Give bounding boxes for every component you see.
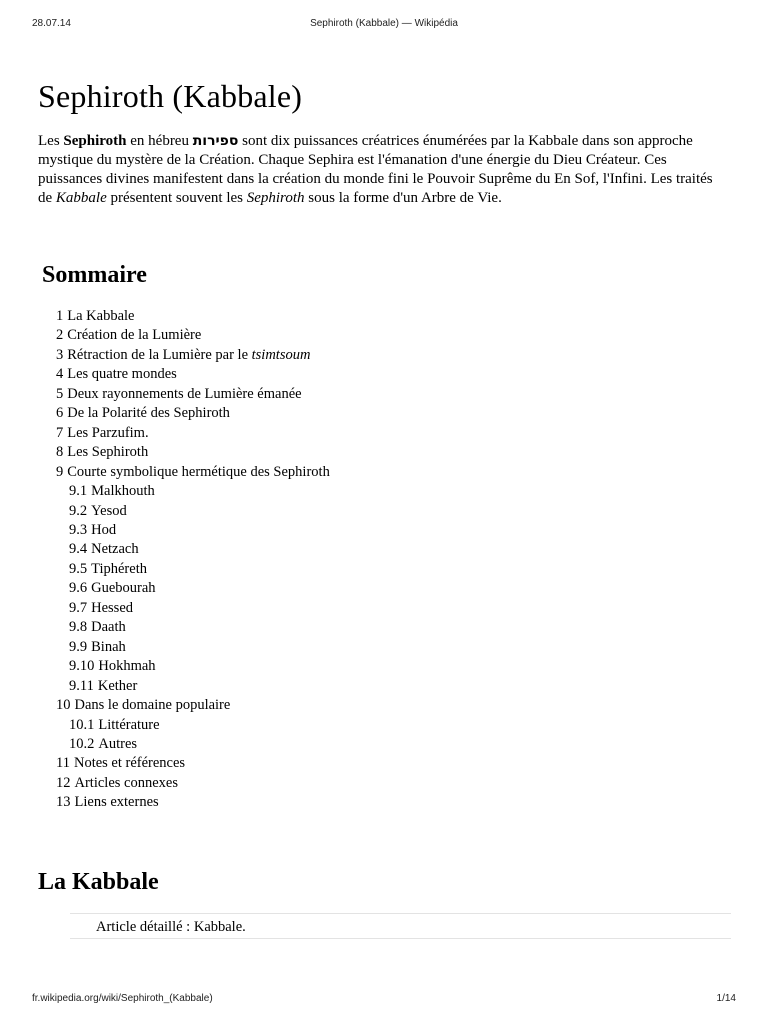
toc-number: 9 — [56, 463, 64, 480]
toc-item — [56, 307, 330, 326]
toc-label: Dans le domaine populaire — [74, 697, 231, 714]
intro-text: Les — [38, 133, 64, 149]
toc-number: 9.4 — [69, 541, 88, 558]
toc-number: 10.1 — [69, 716, 95, 733]
toc-link[interactable] — [56, 386, 302, 402]
toc-link[interactable] — [56, 405, 230, 421]
table-of-contents — [56, 307, 330, 813]
toc-link[interactable] — [56, 366, 177, 382]
toc-number: 9.2 — [69, 502, 88, 519]
toc-label: Hod — [91, 521, 117, 538]
intro-paragraph — [38, 132, 724, 208]
print-header — [32, 18, 736, 32]
toc-label: De la Polarité des Sephiroth — [67, 405, 230, 422]
toc-link[interactable] — [69, 600, 133, 616]
intro-term: Sephiroth — [63, 133, 127, 149]
toc-item — [56, 443, 330, 462]
toc-link[interactable] — [69, 639, 126, 655]
toc-link[interactable] — [69, 736, 137, 752]
toc-label: Malkhouth — [91, 483, 155, 500]
toc-link[interactable] — [56, 464, 330, 480]
toc-link[interactable] — [69, 561, 147, 577]
toc-label: Les quatre mondes — [67, 366, 177, 383]
toc-label: Guebourah — [91, 580, 156, 597]
toc-item — [56, 560, 330, 579]
toc-item — [56, 677, 330, 696]
toc-item — [56, 404, 330, 423]
toc-number: 9.5 — [69, 560, 88, 577]
toc-label: Daath — [91, 619, 126, 636]
toc-item — [56, 463, 330, 482]
toc-item — [56, 793, 330, 812]
toc-link[interactable] — [56, 327, 201, 343]
toc-number: 7 — [56, 424, 64, 441]
toc-link[interactable] — [69, 541, 139, 557]
toc-item — [56, 502, 330, 521]
toc-label: Netzach — [91, 541, 139, 558]
toc-number: 9.10 — [69, 658, 95, 675]
page-counter: 1/14 — [716, 993, 736, 1004]
toc-label: Tiphéreth — [91, 560, 147, 577]
toc-number: 9.9 — [69, 638, 88, 655]
toc-number: 1 — [56, 308, 64, 324]
toc-label: Les Sephiroth — [67, 444, 149, 461]
toc-number: 9.6 — [69, 580, 88, 597]
toc-item — [56, 385, 330, 404]
toc-label: Autres — [98, 735, 138, 752]
toc-item — [56, 326, 330, 345]
toc-number: 11 — [56, 755, 70, 772]
toc-label: La Kabbale — [67, 308, 135, 324]
toc-label: Hessed — [91, 599, 134, 616]
toc-number: 10.2 — [69, 735, 95, 752]
toc-label: Notes et références — [73, 755, 186, 772]
toc-link[interactable] — [56, 794, 159, 810]
article-title: Sephiroth (Kabbale) — [38, 78, 303, 114]
toc-link[interactable] — [69, 580, 156, 596]
toc-link[interactable] — [56, 444, 148, 460]
print-date: 28.07.14 — [32, 18, 71, 29]
hatnote-prefix: Article détaillé : — [96, 919, 194, 935]
toc-number: 13 — [56, 794, 71, 811]
toc-number: 2 — [56, 327, 64, 344]
toc-link[interactable] — [69, 522, 116, 538]
toc-label-italic: tsimtsoum — [251, 346, 311, 363]
toc-number: 5 — [56, 385, 64, 402]
toc-link[interactable] — [69, 503, 127, 519]
toc-label: Liens externes — [74, 794, 159, 811]
toc-label: Articles connexes — [74, 774, 178, 791]
toc-item — [56, 735, 330, 754]
intro-text: sous la forme d'un Arbre de Vie. — [304, 190, 502, 206]
toc-label: Hokhmah — [98, 658, 156, 675]
toc-item — [56, 638, 330, 657]
toc-label: Courte symbolique hermétique des Sephiroth — [67, 463, 330, 480]
toc-item — [56, 716, 330, 735]
toc-item — [56, 599, 330, 618]
toc-number: 9.7 — [69, 599, 88, 616]
intro-sephiroth-italic: Sephiroth — [246, 190, 305, 206]
toc-link[interactable] — [56, 755, 185, 771]
toc-number: 10 — [56, 697, 71, 714]
intro-kabbale-italic: Kabbale — [55, 190, 107, 206]
toc-item — [56, 774, 330, 793]
toc-item — [56, 365, 330, 384]
toc-link[interactable] — [69, 483, 155, 499]
toc-title: Sommaire — [42, 262, 147, 288]
toc-link[interactable] — [69, 658, 156, 674]
toc-link[interactable] — [56, 775, 178, 791]
section-title-la-kabbale: La Kabbale — [38, 869, 159, 895]
toc-number: 4 — [56, 366, 64, 383]
hebrew-term: ספירות — [192, 133, 239, 149]
toc-number: 9.8 — [69, 619, 88, 636]
intro-text: sont dix puissances créatrices énumérées par la Kabbale dans son approche mystique du mystère de la Création. Chaque Sephira est l'émanation d'une énergie du Dieu Créateur. Ces puissances divines manifestent dans la création du monde fini le Pouvoir Suprême du En Sof, l'Infini. Les traités de — [38, 133, 713, 206]
toc-item — [56, 482, 330, 501]
toc-link[interactable] — [69, 619, 126, 635]
toc-item — [56, 657, 330, 676]
toc-item — [56, 540, 330, 559]
toc-item — [56, 521, 330, 540]
toc-label: Kether — [97, 677, 138, 694]
toc-label: Les Parzufim. — [67, 424, 149, 441]
toc-label: Yesod — [91, 502, 127, 519]
toc-number: 9.3 — [69, 521, 88, 538]
toc-link[interactable] — [69, 717, 160, 733]
toc-item — [56, 754, 330, 773]
print-page-title: Sephiroth (Kabbale) — Wikipédia — [310, 18, 458, 29]
toc-item — [56, 696, 330, 715]
print-url: fr.wikipedia.org/wiki/Sephiroth_(Kabbale) — [32, 993, 213, 1004]
hatnote-suffix: . — [242, 919, 246, 935]
toc-link[interactable] — [69, 678, 137, 694]
toc-number: 12 — [56, 774, 71, 791]
toc-link[interactable] — [56, 308, 134, 324]
toc-number: 6 — [56, 405, 64, 422]
toc-link[interactable] — [56, 697, 230, 713]
toc-number: 8 — [56, 444, 64, 461]
toc-item — [56, 579, 330, 598]
toc-label: Deux rayonnements de Lumière émanée — [67, 385, 302, 402]
toc-item — [56, 618, 330, 637]
toc-label: Littérature — [98, 716, 160, 733]
toc-label: Binah — [91, 638, 126, 655]
hatnote — [70, 913, 731, 939]
toc-item — [56, 346, 330, 365]
hatnote-link-kabbale[interactable]: Kabbale — [193, 919, 243, 935]
intro-text: présentent souvent les — [106, 190, 247, 206]
toc-link[interactable] — [56, 347, 310, 363]
toc-label: Création de la Lumière — [67, 327, 202, 344]
toc-number: 3 — [56, 346, 64, 363]
toc-number: 9.11 — [69, 677, 94, 694]
print-footer — [32, 993, 736, 1007]
intro-text: en hébreu — [126, 133, 193, 149]
toc-number: 9.1 — [69, 483, 88, 500]
toc-link[interactable] — [56, 425, 149, 441]
toc-item — [56, 424, 330, 443]
toc-label: Rétraction de la Lumière par le — [67, 346, 252, 363]
